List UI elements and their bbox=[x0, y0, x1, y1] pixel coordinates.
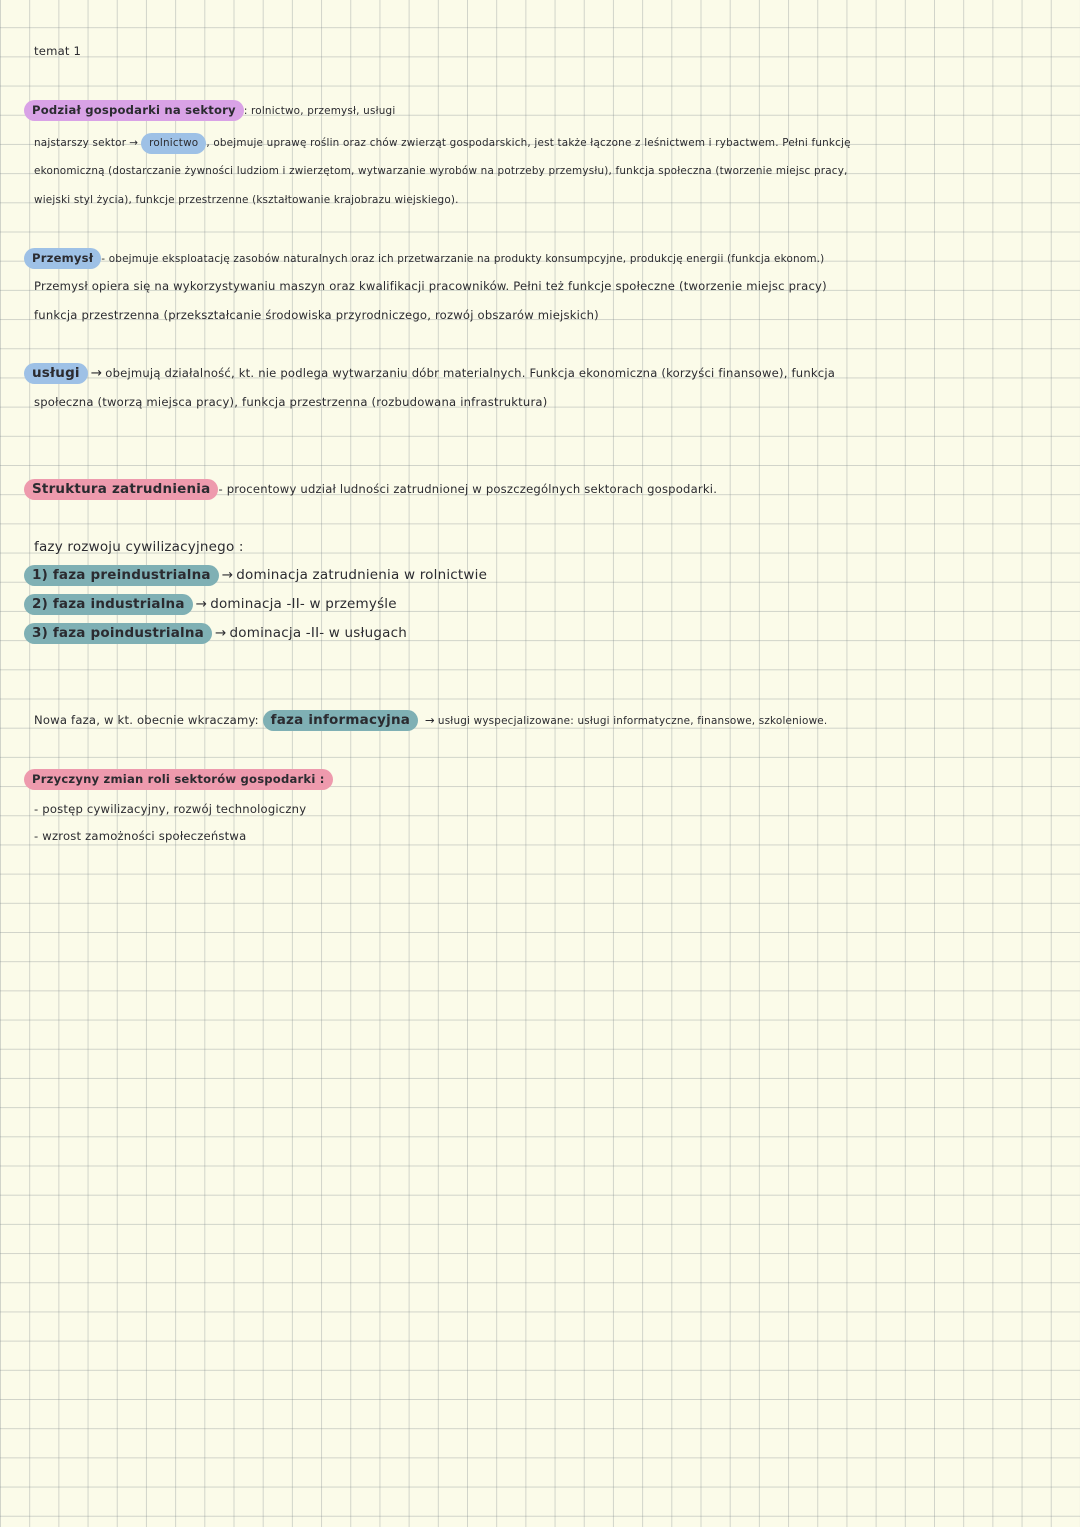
nowa-faza-line bbox=[34, 710, 827, 731]
podzial-heading-line bbox=[34, 100, 395, 121]
uslugi-line-1 bbox=[34, 363, 835, 384]
przemysl-line-1-rest: - obejmuje eksploatację zasobów naturalnych oraz ich przetwarzanie na produkty konsumpcyjne, produkcję energii (funkcja ekonom.) bbox=[101, 253, 825, 265]
przyczyny-heading-line bbox=[34, 769, 333, 790]
podzial-line-1 bbox=[34, 133, 851, 154]
faza-2-label: 2) faza industrialna bbox=[24, 594, 193, 615]
podzial-line-1-pre: najstarszy sektor bbox=[34, 137, 127, 149]
arrow-icon: → bbox=[424, 713, 435, 727]
nowa-faza-pre: Nowa faza, w kt. obecnie wkraczamy: bbox=[34, 713, 259, 727]
struktura-line bbox=[34, 479, 717, 500]
faza-3-desc: dominacja -II- w usługach bbox=[229, 625, 407, 641]
podzial-line-2: ekonomiczną (dostarczanie żywności ludziom i zwierzętom, wytwarzanie wyrobów na potrzeby przemysłu), funkcja społeczna (tworzenie miejsc pracy, bbox=[34, 165, 848, 177]
arrow-icon: → bbox=[90, 365, 103, 381]
arrow-icon: → bbox=[195, 596, 208, 612]
page-title: temat 1 bbox=[34, 44, 82, 58]
faza-1-label: 1) faza preindustrialna bbox=[24, 565, 219, 586]
przemysl-heading-highlight: Przemysł bbox=[24, 248, 101, 269]
fazy-intro: fazy rozwoju cywilizacyjnego : bbox=[34, 539, 244, 555]
przyczyny-heading-highlight: Przyczyny zmian roli sektorów gospodarki : bbox=[24, 769, 333, 790]
podzial-line-3: wiejski styl życia), funkcje przestrzenne (kształtowanie krajobrazu wiejskiego). bbox=[34, 194, 459, 206]
uslugi-line-2: społeczna (tworzą miejsca pracy), funkcja przestrzenna (rozbudowana infrastruktura) bbox=[34, 395, 548, 409]
struktura-heading-highlight: Struktura zatrudnienia bbox=[24, 479, 218, 500]
arrow-icon: → bbox=[129, 137, 139, 149]
struktura-line-rest: - procentowy udział ludności zatrudnionej w poszczególnych sektorach gospodarki. bbox=[218, 482, 718, 496]
nowa-faza-post: usługi wyspecjalizowane: usługi informatyczne, finansowe, szkoleniowe. bbox=[437, 715, 828, 727]
podzial-heading-highlight: Podział gospodarki na sektory bbox=[24, 100, 244, 121]
podzial-heading-rest: : rolnictwo, przemysł, usługi bbox=[243, 105, 396, 117]
faza-informacyjna-highlight: faza informacyjna bbox=[263, 710, 418, 731]
przemysl-line-2: Przemysł opiera się na wykorzystywaniu maszyn oraz kwalifikacji pracowników. Pełni też funkcje społeczne (tworzenie miejsc pracy) bbox=[34, 279, 827, 293]
faza-1-desc: dominacja zatrudnienia w rolnictwie bbox=[236, 567, 488, 583]
faza-2-desc: dominacja -II- w przemyśle bbox=[210, 596, 397, 612]
podzial-line-1-post: , obejmuje uprawę roślin oraz chów zwierząt gospodarskich, jest także łączone z leśnictwem i rybactwem. Pełni funkcję bbox=[206, 137, 851, 149]
przyczyny-item-2: - wzrost zamożności społeczeństwa bbox=[34, 829, 247, 843]
faza-item-1 bbox=[34, 565, 487, 586]
rolnictwo-highlight: rolnictwo bbox=[141, 133, 206, 154]
faza-item-2 bbox=[34, 594, 397, 615]
uslugi-heading-highlight: usługi bbox=[24, 363, 88, 384]
arrow-icon: → bbox=[221, 567, 234, 583]
arrow-icon: → bbox=[215, 625, 227, 641]
przemysl-line-3: funkcja przestrzenna (przekształcanie środowiska przyrodniczego, rozwój obszarów miejskich) bbox=[34, 308, 599, 322]
uslugi-line-1-rest: obejmują działalność, kt. nie podlega wytwarzaniu dóbr materialnych. Funkcja ekonomiczna (korzyści finansowe), funkcja bbox=[105, 366, 836, 380]
faza-item-3 bbox=[34, 623, 407, 644]
przemysl-line-1 bbox=[34, 248, 824, 269]
przyczyny-item-1: - postęp cywilizacyjny, rozwój technologiczny bbox=[34, 802, 307, 816]
faza-3-label: 3) faza poindustrialna bbox=[24, 623, 212, 644]
